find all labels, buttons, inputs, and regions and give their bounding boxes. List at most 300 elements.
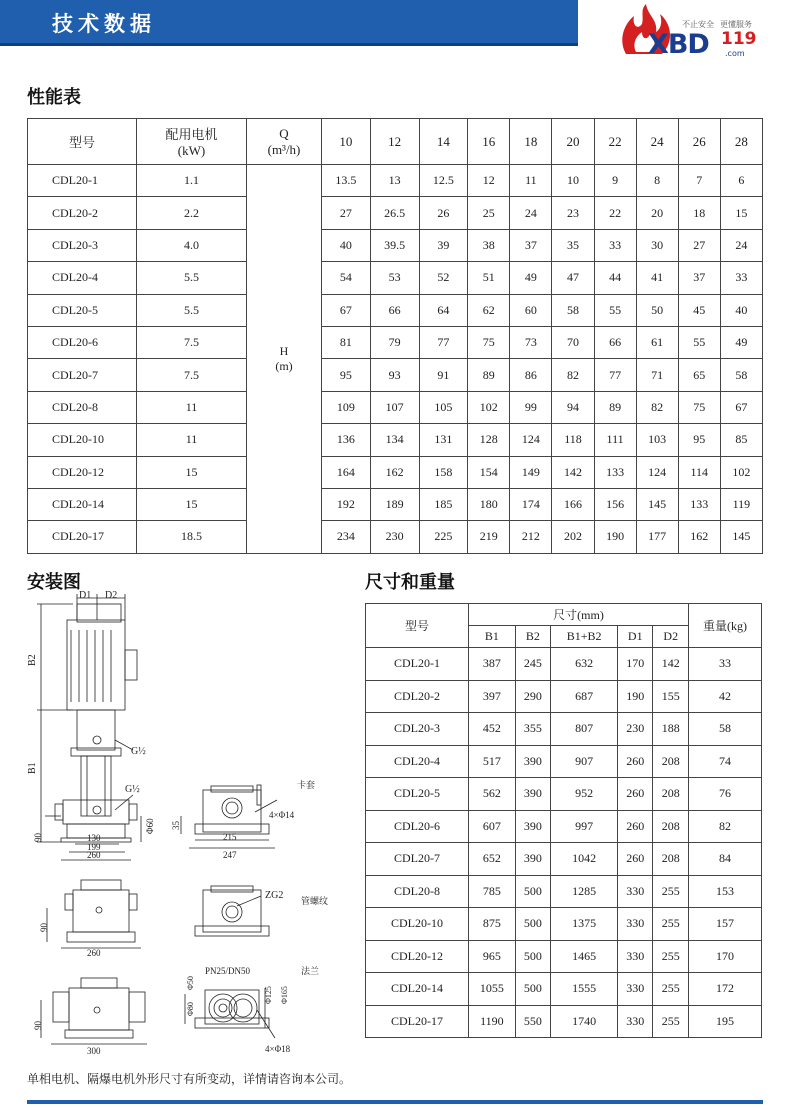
flow-header: 26	[678, 119, 720, 165]
table-row	[366, 843, 762, 876]
dimension-value-cell: 390	[515, 745, 550, 778]
dimension-value-cell: 245	[515, 648, 550, 681]
flow-header: 22	[594, 119, 636, 165]
table-row	[28, 521, 763, 553]
table-row	[28, 391, 763, 423]
dimension-value-cell: 997	[551, 810, 618, 843]
dimension-value-cell: 452	[469, 713, 516, 746]
table-row	[28, 294, 763, 326]
dimensions-table	[365, 603, 762, 1038]
head-value-cell: 66	[594, 326, 636, 358]
col-motor-line2: (kW)	[177, 143, 206, 158]
model-cell: CDL20-17	[28, 521, 137, 553]
head-value-cell: 9	[594, 165, 636, 197]
weight-cell: 74	[689, 745, 762, 778]
head-value-cell: 24	[720, 229, 762, 261]
head-value-cell: 142	[552, 456, 594, 488]
pump-barrel	[81, 756, 111, 816]
head-value-cell: 11	[510, 165, 552, 197]
table-row	[366, 940, 762, 973]
model-cell: CDL20-7	[28, 359, 137, 391]
head-unit-cell	[247, 165, 322, 554]
table-row	[366, 778, 762, 811]
head-value-cell: 37	[678, 262, 720, 294]
head-value-cell: 26	[419, 197, 468, 229]
label-holes-4x14: 4×Φ14	[269, 810, 295, 820]
dimension-value-cell: 390	[515, 810, 550, 843]
model-cell: CDL20-2	[28, 197, 137, 229]
dimension-value-cell: 290	[515, 680, 550, 713]
head-value-cell: 118	[552, 424, 594, 456]
dimension-value-cell: 390	[515, 843, 550, 876]
col-motor-line1: 配用电机	[165, 127, 218, 142]
weight-cell: 82	[689, 810, 762, 843]
motor-kw-cell: 18.5	[137, 521, 247, 553]
head-value-cell: 58	[720, 359, 762, 391]
motor-kw-cell: 1.1	[137, 165, 247, 197]
head-value-cell: 134	[370, 424, 419, 456]
head-value-cell: 166	[552, 488, 594, 520]
dimension-value-cell: 807	[551, 713, 618, 746]
head-value-cell: 12.5	[419, 165, 468, 197]
dimension-value-cell: 550	[515, 1005, 550, 1038]
head-value-cell: 77	[594, 359, 636, 391]
weight-cell: 157	[689, 908, 762, 941]
label-d1: D1	[79, 590, 92, 601]
head-value-cell: 145	[636, 488, 678, 520]
head-value-cell: 15	[720, 197, 762, 229]
head-value-cell: 13.5	[322, 165, 371, 197]
table-row	[28, 424, 763, 456]
head-value-cell: 177	[636, 521, 678, 553]
table-row	[366, 680, 762, 713]
dimension-value-cell: 170	[618, 648, 653, 681]
dimension-value-cell: 255	[653, 908, 689, 941]
dims-col-size: 尺寸(mm)	[469, 604, 689, 626]
head-value-cell: 41	[636, 262, 678, 294]
head-label: H	[279, 343, 289, 358]
model-cell: CDL20-3	[28, 229, 137, 261]
head-value-cell: 81	[322, 326, 371, 358]
dimension-value-cell: 687	[551, 680, 618, 713]
head-value-cell: 102	[720, 456, 762, 488]
model-cell: CDL20-17	[366, 1005, 469, 1038]
head-value-cell: 189	[370, 488, 419, 520]
table-row	[366, 1005, 762, 1038]
table-row	[366, 875, 762, 908]
model-cell: CDL20-1	[366, 648, 469, 681]
dims-sub-header: B2	[515, 626, 550, 648]
dimension-value-cell: 208	[653, 843, 689, 876]
head-value-cell: 33	[720, 262, 762, 294]
head-value-cell: 77	[419, 326, 468, 358]
dimension-value-cell: 1375	[551, 908, 618, 941]
model-cell: CDL20-14	[366, 973, 469, 1006]
dimension-value-cell: 330	[618, 973, 653, 1006]
col-q-header	[247, 119, 322, 165]
motor-kw-cell: 4.0	[137, 229, 247, 261]
weight-cell: 84	[689, 843, 762, 876]
head-value-cell: 95	[322, 359, 371, 391]
head-value-cell: 149	[510, 456, 552, 488]
head-value-cell: 89	[594, 391, 636, 423]
label-phi165: Φ165	[280, 986, 289, 1004]
dims-sub-header: D1	[618, 626, 653, 648]
model-cell: CDL20-12	[366, 940, 469, 973]
dimensions-title: 尺寸和重量	[365, 572, 455, 593]
dimension-value-cell: 607	[469, 810, 516, 843]
head-value-cell: 20	[636, 197, 678, 229]
dims-sub-header: D2	[653, 626, 689, 648]
head-value-cell: 44	[594, 262, 636, 294]
head-value-cell: 82	[636, 391, 678, 423]
head-value-cell: 13	[370, 165, 419, 197]
head-value-cell: 128	[468, 424, 510, 456]
head-value-cell: 35	[552, 229, 594, 261]
label-g-upper: G½	[131, 746, 146, 757]
model-cell: CDL20-12	[28, 456, 137, 488]
pump-motor	[67, 620, 125, 710]
head-value-cell: 190	[594, 521, 636, 553]
flow-header: 10	[322, 119, 371, 165]
head-value-cell: 40	[322, 229, 371, 261]
logo-tagline-right: 更懂服务	[720, 20, 752, 29]
model-cell: CDL20-14	[28, 488, 137, 520]
head-value-cell: 192	[322, 488, 371, 520]
dimension-value-cell: 255	[653, 940, 689, 973]
dimension-value-cell: 330	[618, 875, 653, 908]
table-row	[28, 262, 763, 294]
label-260a: 260	[87, 850, 101, 860]
label-clamp: 卡套	[297, 780, 316, 790]
dimension-value-cell: 562	[469, 778, 516, 811]
weight-cell: 153	[689, 875, 762, 908]
head-value-cell: 52	[419, 262, 468, 294]
table-row	[28, 197, 763, 229]
dimension-value-cell: 208	[653, 810, 689, 843]
dimension-value-cell: 142	[653, 648, 689, 681]
table-row	[366, 908, 762, 941]
table-row	[366, 713, 762, 746]
model-cell: CDL20-8	[28, 391, 137, 423]
head-value-cell: 25	[468, 197, 510, 229]
table-row	[366, 810, 762, 843]
label-260b: 260	[87, 948, 101, 958]
label-300: 300	[87, 1046, 101, 1056]
head-value-cell: 70	[552, 326, 594, 358]
head-value-cell: 38	[468, 229, 510, 261]
table-row	[28, 488, 763, 520]
weight-cell: 42	[689, 680, 762, 713]
weight-cell: 33	[689, 648, 762, 681]
head-value-cell: 6	[720, 165, 762, 197]
head-value-cell: 75	[468, 326, 510, 358]
dimension-value-cell: 1465	[551, 940, 618, 973]
head-value-cell: 212	[510, 521, 552, 553]
label-g-lower: G½	[125, 784, 140, 795]
head-value-cell: 53	[370, 262, 419, 294]
head-value-cell: 61	[636, 326, 678, 358]
motor-fan-cover	[77, 604, 121, 622]
dimension-value-cell: 260	[618, 843, 653, 876]
label-215: 215	[223, 832, 237, 842]
model-cell: CDL20-8	[366, 875, 469, 908]
head-value-cell: 7	[678, 165, 720, 197]
head-value-cell: 86	[510, 359, 552, 391]
model-cell: CDL20-4	[366, 745, 469, 778]
head-value-cell: 64	[419, 294, 468, 326]
dimension-value-cell: 330	[618, 940, 653, 973]
logo-tagline-left: 不止安全	[682, 20, 714, 29]
head-value-cell: 230	[370, 521, 419, 553]
head-value-cell: 55	[594, 294, 636, 326]
motor-kw-cell: 15	[137, 456, 247, 488]
dimension-value-cell: 500	[515, 940, 550, 973]
dimension-value-cell: 907	[551, 745, 618, 778]
motor-kw-cell: 15	[137, 488, 247, 520]
head-value-cell: 109	[322, 391, 371, 423]
dims-col-weight: 重量(kg)	[689, 604, 762, 648]
head-value-cell: 162	[678, 521, 720, 553]
dimension-value-cell: 255	[653, 875, 689, 908]
head-value-cell: 103	[636, 424, 678, 456]
model-cell: CDL20-2	[366, 680, 469, 713]
label-pipe-thread: 管螺纹	[301, 896, 329, 906]
head-unit: (m)	[275, 358, 293, 373]
dimension-value-cell: 652	[469, 843, 516, 876]
dimension-value-cell: 255	[653, 973, 689, 1006]
head-value-cell: 114	[678, 456, 720, 488]
head-value-cell: 24	[510, 197, 552, 229]
dimension-value-cell: 1190	[469, 1005, 516, 1038]
footnote: 单相电机、隔爆电机外形尺寸有所变动，详情请咨询本公司。	[27, 1072, 352, 1086]
head-value-cell: 105	[419, 391, 468, 423]
dimension-value-cell: 875	[469, 908, 516, 941]
head-value-cell: 39.5	[370, 229, 419, 261]
dimension-value-cell: 500	[515, 875, 550, 908]
label-247: 247	[223, 850, 237, 860]
head-value-cell: 124	[636, 456, 678, 488]
installation-drawings	[25, 590, 345, 1060]
head-value-cell: 66	[370, 294, 419, 326]
head-value-cell: 47	[552, 262, 594, 294]
head-value-cell: 180	[468, 488, 510, 520]
dimension-value-cell: 208	[653, 778, 689, 811]
head-value-cell: 85	[720, 424, 762, 456]
dimension-value-cell: 1055	[469, 973, 516, 1006]
dimension-value-cell: 517	[469, 745, 516, 778]
logo-domain: .com	[725, 49, 745, 58]
head-value-cell: 49	[510, 262, 552, 294]
head-value-cell: 62	[468, 294, 510, 326]
head-value-cell: 30	[636, 229, 678, 261]
flow-header: 14	[419, 119, 468, 165]
table-row	[28, 359, 763, 391]
footer-bar	[27, 1100, 763, 1104]
label-35: 35	[171, 821, 181, 830]
logo-number: 119	[721, 29, 757, 49]
head-value-cell: 22	[594, 197, 636, 229]
dimension-value-cell: 390	[515, 778, 550, 811]
dimension-value-cell: 255	[653, 1005, 689, 1038]
head-value-cell: 154	[468, 456, 510, 488]
head-value-cell: 89	[468, 359, 510, 391]
dims-sub-header: B1	[469, 626, 516, 648]
head-value-cell: 26.5	[370, 197, 419, 229]
header-bar	[0, 0, 578, 46]
label-phi60: Φ60	[145, 818, 155, 834]
head-value-cell: 54	[322, 262, 371, 294]
motor-kw-cell: 11	[137, 424, 247, 456]
col-q-line1: Q	[279, 125, 289, 141]
label-zg2: ZG2	[265, 890, 284, 901]
head-value-cell: 10	[552, 165, 594, 197]
dimension-value-cell: 330	[618, 908, 653, 941]
head-value-cell: 94	[552, 391, 594, 423]
head-value-cell: 111	[594, 424, 636, 456]
label-b1: B1	[27, 762, 38, 774]
head-value-cell: 55	[678, 326, 720, 358]
weight-cell: 170	[689, 940, 762, 973]
dimension-value-cell: 387	[469, 648, 516, 681]
dimension-value-cell: 500	[515, 908, 550, 941]
dimension-value-cell: 500	[515, 973, 550, 1006]
dimension-value-cell: 1042	[551, 843, 618, 876]
head-value-cell: 33	[594, 229, 636, 261]
flow-header: 12	[370, 119, 419, 165]
head-value-cell: 107	[370, 391, 419, 423]
label-phi125: Φ125	[264, 986, 273, 1004]
label-d2: D2	[105, 590, 118, 601]
dimension-value-cell: 188	[653, 713, 689, 746]
performance-header-row	[28, 119, 763, 165]
flow-header: 24	[636, 119, 678, 165]
model-cell: CDL20-10	[366, 908, 469, 941]
table-row	[366, 973, 762, 1006]
brand-logo	[618, 2, 768, 66]
head-value-cell: 12	[468, 165, 510, 197]
head-value-cell: 60	[510, 294, 552, 326]
col-q-line2: (m³/h)	[267, 141, 301, 157]
col-model-header: 型号	[28, 119, 137, 165]
head-value-cell: 93	[370, 359, 419, 391]
head-value-cell: 174	[510, 488, 552, 520]
label-199: 199	[87, 842, 101, 852]
dimension-value-cell: 785	[469, 875, 516, 908]
head-value-cell: 37	[510, 229, 552, 261]
model-cell: CDL20-3	[366, 713, 469, 746]
head-value-cell: 162	[370, 456, 419, 488]
head-value-cell: 133	[594, 456, 636, 488]
head-value-cell: 18	[678, 197, 720, 229]
head-value-cell: 75	[678, 391, 720, 423]
weight-cell: 58	[689, 713, 762, 746]
dimension-value-cell: 330	[618, 1005, 653, 1038]
label-b2: B2	[27, 654, 38, 666]
head-value-cell: 50	[636, 294, 678, 326]
head-value-cell: 8	[636, 165, 678, 197]
label-130: 130	[87, 833, 101, 843]
head-value-cell: 58	[552, 294, 594, 326]
table-row	[28, 229, 763, 261]
head-value-cell: 99	[510, 391, 552, 423]
label-holes-4x18: 4×Φ18	[265, 1044, 291, 1054]
label-90a: 90	[33, 833, 43, 842]
head-value-cell: 234	[322, 521, 371, 553]
motor-kw-cell: 11	[137, 391, 247, 423]
head-value-cell: 225	[419, 521, 468, 553]
head-value-cell: 79	[370, 326, 419, 358]
dimension-value-cell: 155	[653, 680, 689, 713]
motor-kw-cell: 7.5	[137, 326, 247, 358]
dimension-value-cell: 1555	[551, 973, 618, 1006]
dims-sub-header: B1+B2	[551, 626, 618, 648]
table-row	[28, 456, 763, 488]
head-value-cell: 39	[419, 229, 468, 261]
dimension-value-cell: 260	[618, 778, 653, 811]
flow-header: 20	[552, 119, 594, 165]
head-value-cell: 202	[552, 521, 594, 553]
flow-header: 18	[510, 119, 552, 165]
dimension-value-cell: 230	[618, 713, 653, 746]
head-value-cell: 51	[468, 262, 510, 294]
performance-title: 性能表	[27, 87, 81, 108]
label-pn-dn: PN25/DN50	[205, 966, 251, 976]
header-title: 技术数据	[52, 12, 156, 36]
head-value-cell: 27	[678, 229, 720, 261]
installation-title: 安装图	[27, 572, 81, 593]
head-value-cell: 136	[322, 424, 371, 456]
head-value-cell: 49	[720, 326, 762, 358]
motor-kw-cell: 7.5	[137, 359, 247, 391]
label-phi80: Φ80	[186, 1002, 195, 1016]
dimension-value-cell: 965	[469, 940, 516, 973]
head-value-cell: 67	[322, 294, 371, 326]
dimension-value-cell: 190	[618, 680, 653, 713]
head-value-cell: 156	[594, 488, 636, 520]
label-90b: 90	[39, 923, 49, 932]
dimensions-header-row-1	[366, 604, 762, 626]
head-value-cell: 91	[419, 359, 468, 391]
head-value-cell: 65	[678, 359, 720, 391]
head-value-cell: 158	[419, 456, 468, 488]
table-row	[28, 165, 763, 197]
dimension-value-cell: 952	[551, 778, 618, 811]
head-value-cell: 82	[552, 359, 594, 391]
table-row	[28, 326, 763, 358]
head-value-cell: 95	[678, 424, 720, 456]
head-value-cell: 67	[720, 391, 762, 423]
head-value-cell: 27	[322, 197, 371, 229]
dimension-value-cell: 208	[653, 745, 689, 778]
label-90c: 90	[33, 1021, 43, 1030]
dimension-value-cell: 1740	[551, 1005, 618, 1038]
head-value-cell: 164	[322, 456, 371, 488]
head-value-cell: 133	[678, 488, 720, 520]
label-phi50: Φ50	[186, 976, 195, 990]
dimension-value-cell: 260	[618, 810, 653, 843]
weight-cell: 76	[689, 778, 762, 811]
head-value-cell: 124	[510, 424, 552, 456]
dimension-value-cell: 632	[551, 648, 618, 681]
motor-kw-cell: 2.2	[137, 197, 247, 229]
dimension-value-cell: 397	[469, 680, 516, 713]
pump-base-body	[63, 800, 129, 824]
model-cell: CDL20-6	[366, 810, 469, 843]
table-row	[366, 648, 762, 681]
model-cell: CDL20-1	[28, 165, 137, 197]
flow-header: 16	[468, 119, 510, 165]
